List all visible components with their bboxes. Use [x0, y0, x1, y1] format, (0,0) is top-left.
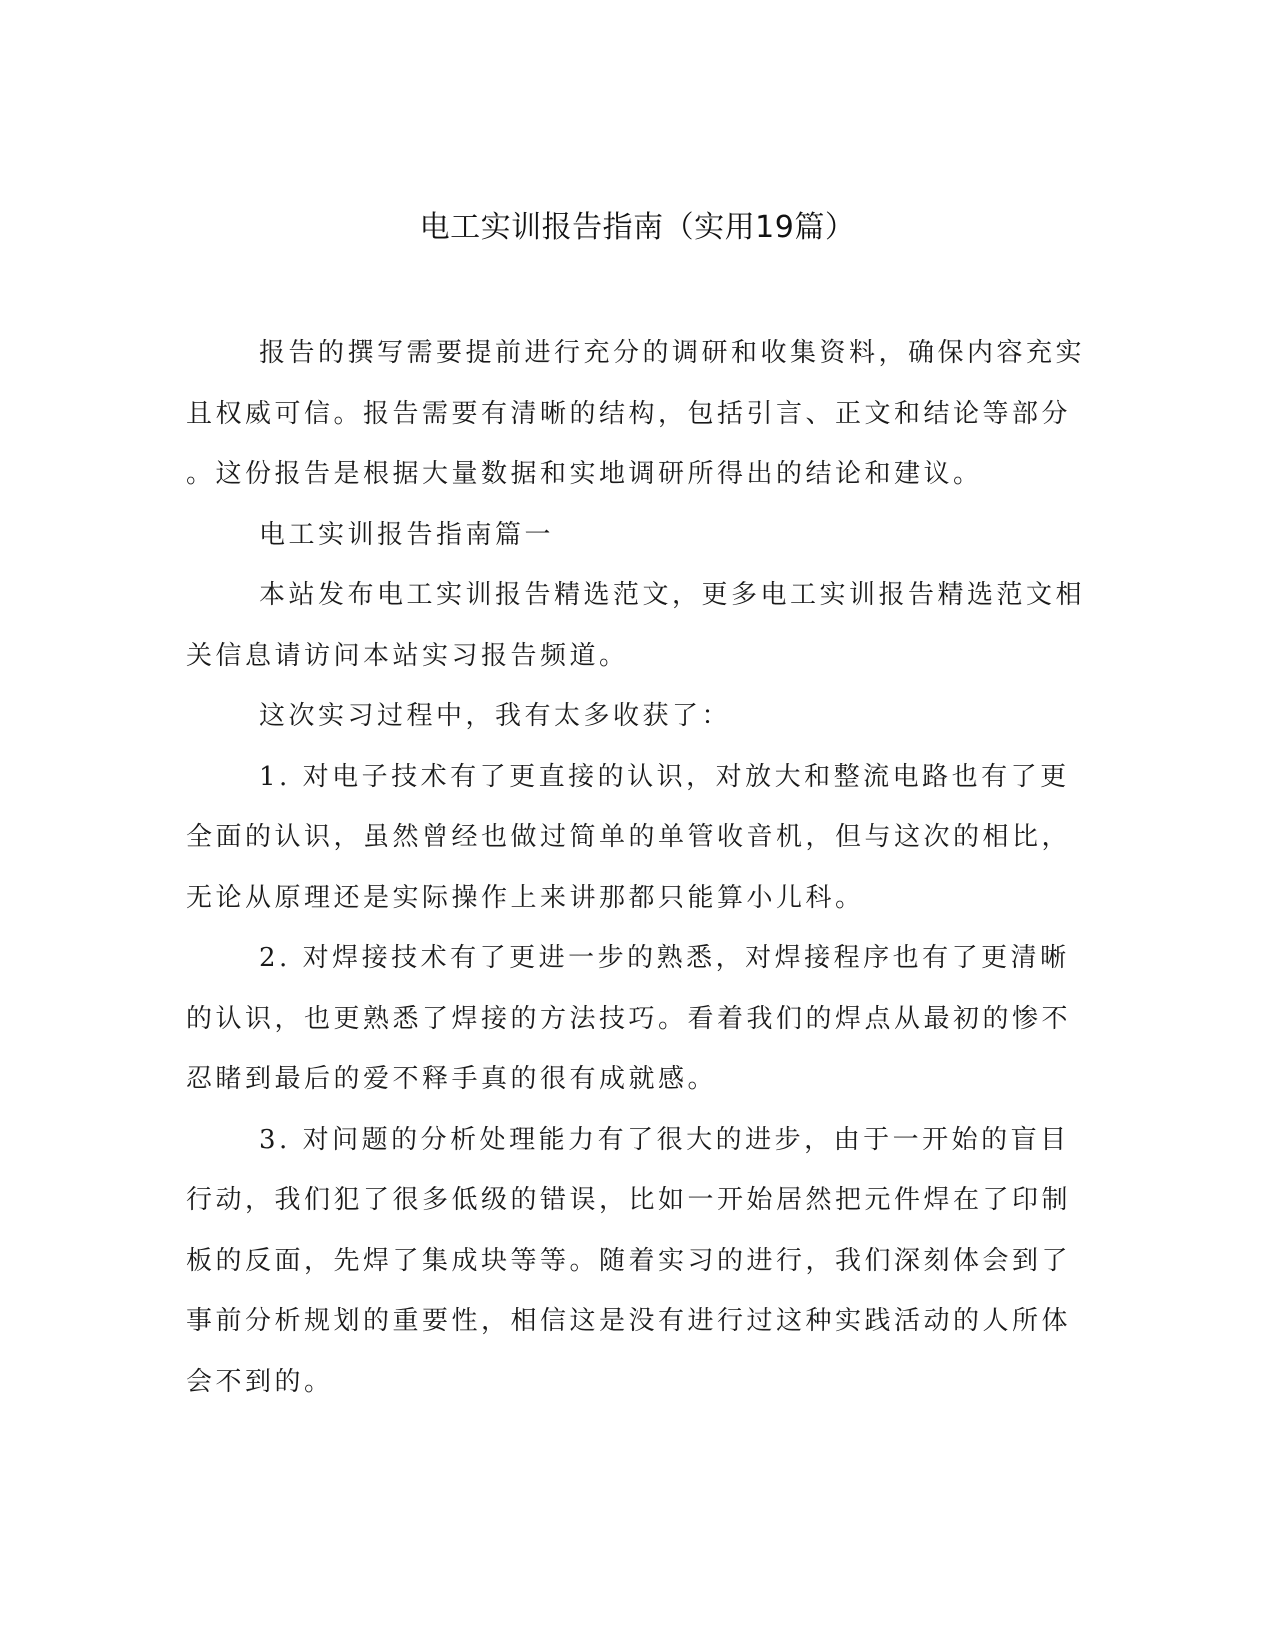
paragraph-line: 报告的撰写需要提前进行充分的调研和收集资料，确保内容充实 [259, 338, 1086, 368]
paragraph-line: 。这份报告是根据大量数据和实地调研所得出的结论和建议。 [186, 459, 983, 489]
list-item-line: 会不到的。 [186, 1366, 334, 1397]
list-item-line: 2. 对焊接技术有了更进一步的熟悉，对焊接程序也有了更清晰 [259, 943, 1070, 973]
document-body [186, 323, 1086, 1412]
list-item-line: 全面的认识，虽然曾经也做过简单的单管收音机，但与这次的相比， [186, 822, 1072, 852]
paragraph-line: 且权威可信。报告需要有清晰的结构，包括引言、正文和结论等部分 [186, 398, 1072, 429]
list-item-line: 的认识，也更熟悉了焊接的方法技巧。看着我们的焊点从最初的惨不 [186, 1003, 1072, 1034]
list-item-line: 3. 对问题的分析处理能力有了很大的进步，由于一开始的盲目 [259, 1124, 1070, 1155]
list-item-line: 忍睹到最后的爱不释手真的很有成就感。 [186, 1064, 718, 1094]
list-item-line: 1. 对电子技术有了更直接的认识，对放大和整流电路也有了更 [259, 761, 1070, 792]
section-heading: 电工实训报告指南篇一 [259, 519, 555, 550]
list-item-line: 板的反面，先焊了集成块等等。随着实习的进行，我们深刻体会到了 [186, 1245, 1072, 1276]
list-item-line: 事前分析规划的重要性，相信这是没有进行过这种实践活动的人所体 [186, 1306, 1072, 1336]
paragraph-line: 本站发布电工实训报告精选范文，更多电工实训报告精选范文相 [259, 580, 1086, 610]
list-item-line: 行动，我们犯了很多低级的错误，比如一开始居然把元件焊在了印制 [186, 1185, 1072, 1215]
paragraph-line: 这次实习过程中，我有太多收获了： [259, 701, 732, 731]
document-title: 电工实训报告指南（实用19篇） [419, 210, 856, 245]
paragraph-line: 关信息请访问本站实习报告频道。 [186, 640, 629, 671]
list-item-line: 无论从原理还是实际操作上来讲那都只能算小儿科。 [186, 882, 865, 913]
